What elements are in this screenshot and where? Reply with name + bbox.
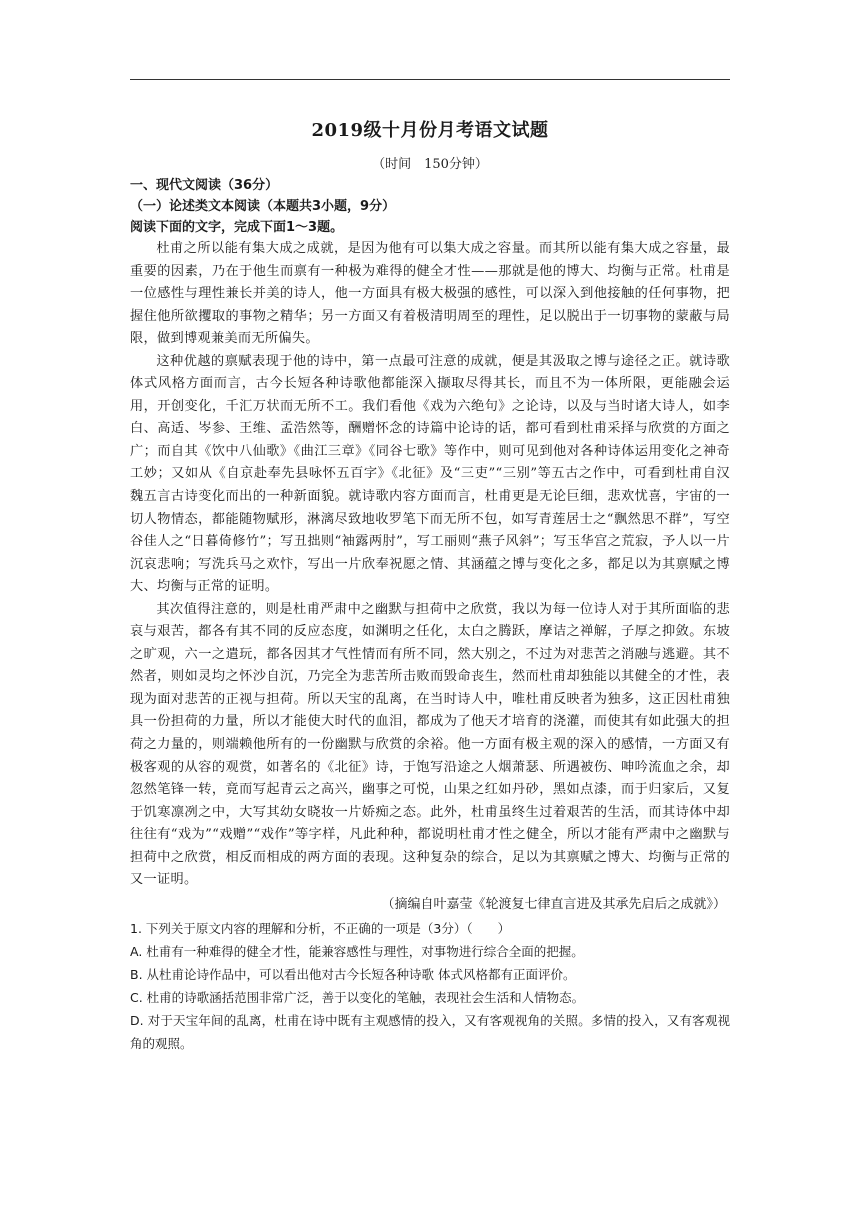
subsection-heading: （一）论述类文本阅读（本题共3小题，9分） (130, 199, 396, 214)
option-a: A. 杜甫有一种难得的健全才性，能兼容感性与理性，对事物进行综合全面的把握。 (130, 943, 584, 959)
passage-paragraph: 这种优越的禀赋表现于他的诗中，第一点最可注意的成就，便是其汲取之博与途径之正。就诗歌体式风格方面而言，古今长短各种诗歌他都能深入撷取尽得其长，而且不为一体所限，更能融会运用，开创变化，千汇万状而无所不工。我们看他《戏为六绝句》之论诗，以及与当时诸大诗人，如李白、高适、岑参、王维、孟浩然等，酬赠怀念的诗篇中论诗的话，都可看到杜甫采择与欣赏的方面之广；而自其《饮中八仙歌》《曲江三章》《同谷七歌》等作中，则可见到他对各种诗体运用变化之神奇工妙；又如从《自京赴奉先县咏怀五百字》《北征》及“三吏”“三别”等五古之作中，可看到杜甫自汉魏五言古诗变化而出的一种新面貌。就诗歌内容方面而言，杜甫更是无论巨细，悲欢忧喜，宇宙的一切人物情态，都能随物赋形，淋漓尽致地收罗笔下而无所不包，如写青莲居士之“飘然思不群”，写空谷佳人之“日暮倚修竹”；写丑拙则“袖露两肘”，写工丽则“燕子风斜”；写玉华宫之荒寂，予人以一片沉哀悲响；写洗兵马之欢忭，写出一片欣奉祝愿之情、其涵蕴之博与变化之多，都足以为其禀赋之博大、均衡与正常的证明。 (130, 353, 730, 595)
section-heading: 一、现代文阅读（36分） (130, 178, 279, 193)
question-stem: 1. 下列关于原文内容的理解和分析，不正确的一项是（3分）（ ） (130, 920, 511, 936)
page-title: 2019级十月份月考语文试题 (311, 120, 549, 141)
option-c: C. 杜甫的诗歌涵括范围非常广泛，善于以变化的笔触，表现社会生活和人情物态。 (130, 989, 585, 1005)
passage-source: （摘编自叶嘉莹《轮渡复七律直言进及其承先启后之成就》） (381, 896, 726, 912)
header-rule (130, 79, 730, 80)
exam-duration: （时间 150分钟） (372, 157, 488, 172)
option-d: D. 对于天宝年间的乱离，杜甫在诗中既有主观感情的投入，又有客观视角的关照。多情的投入，又有客观视角的观照。 (130, 1012, 730, 1051)
document-body (130, 175, 730, 1055)
reading-instruction: 阅读下面的文字，完成下面1～3题。 (130, 220, 344, 235)
option-b: B. 从杜甫论诗作品中，可以看出他对古今长短各种诗歌 体式风格都有正面评价。 (130, 966, 576, 982)
passage-paragraph: 杜甫之所以能有集大成之成就，是因为他有可以集大成之容量。而其所以能有集大成之容量，最重要的因素，乃在于他生而禀有一种极为难得的健全才性——那就是他的博大、均衡与正常。杜甫是一位感性与理性兼长并美的诗人，他一方面具有极大极强的感性，可以深入到他接触的任何事物，把握住他所欲攫取的事物之精华；另一方面又有着极清明周至的理性，足以脱出于一切事物的蒙蔽与局限，做到博观兼美而无所偏失。 (130, 241, 730, 347)
passage-paragraph: 其次值得注意的，则是杜甫严肃中之幽默与担荷中之欣赏，我以为每一位诗人对于其所面临的悲哀与艰苦，都各有其不同的反应态度，如渊明之任化，太白之腾跃，摩诘之禅解，子厚之抑敛。东坡之旷观，六一之遣玩，都各因其才气性情而有所不同，然大别之，不过为对悲苦之消融与逃避。其不然者，则如灵均之怀沙自沉，乃完全为悲苦所击败而毁命丧生，然而杜甫却独能以其健全的才性，表现为面对悲苦的正视与担荷。所以天宝的乱离，在当时诗人中，唯杜甫反映者为独多，这正因杜甫独具一份担荷的力量，所以才能使大时代的血泪，都成为了他天才培育的浇灌，而使其有如此强大的担荷之力量的，则端赖他所有的一份幽默与欣赏的余裕。他一方面有极主观的深入的感情，一方面又有极客观的从容的观赏，如著名的《北征》诗，于饱写沿途之人烟萧瑟、所遇被伤、呻吟流血之余，却忽然笔锋一转，竟而写起青云之高兴，幽事之可悦，山果之红如丹砂，黑如点漆，而于归家后，又复于饥寒凛冽之中，大写其幼女晓妆一片娇痴之态。此外，杜甫虽终生过着艰苦的生活，而其诗体中却往往有“戏为”“戏赠”“戏作”等字样，凡此种种，都说明杜甫才性之健全，所以才能有严肃中之幽默与担荷中之欣赏，相反而相成的两方面的表现。这种复杂的综合，足以为其禀赋之博大、均衡与正常的又一证明。 (130, 601, 730, 888)
